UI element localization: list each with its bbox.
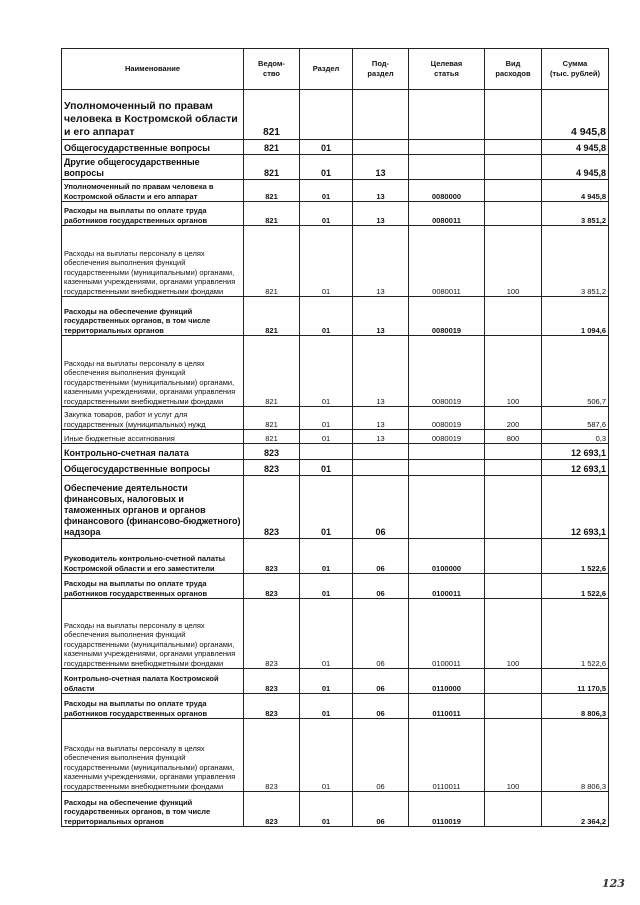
row-sum-cell: 3 851,2 [542,202,609,226]
row-razdel-cell: 01 [300,669,353,694]
row-podrazdel-cell: 13 [353,336,409,407]
table-row [62,155,609,180]
row-razdel-cell: 01 [300,297,353,336]
row-target-cell: 0080019 [409,297,485,336]
row-sum-cell: 1 522,6 [542,574,609,599]
row-vid-cell [485,476,542,539]
row-razdel-cell: 01 [300,430,353,444]
row-sum-cell: 1 522,6 [542,539,609,574]
table-row [62,792,609,827]
row-target-cell: 0080019 [409,336,485,407]
row-podrazdel-cell: 06 [353,792,409,827]
row-podrazdel-cell [353,444,409,460]
row-podrazdel-cell: 13 [353,407,409,430]
table-row [62,476,609,539]
page-number: 123 [602,877,625,890]
row-name-cell: Расходы на выплаты персоналу в целях обеспечения выполнения функций государственными (муниципальными) органами, казенными учреждениями, органами управления государственными внебюджетными фондами [62,336,244,407]
row-name-cell: Расходы на выплаты по оплате труда работников государственных органов [62,202,244,226]
table-row [62,430,609,444]
row-vid-cell [485,202,542,226]
row-vedom-cell: 823 [244,669,300,694]
row-podrazdel-cell [353,460,409,476]
row-vedom-cell: 823 [244,694,300,719]
row-target-cell [409,444,485,460]
row-target-cell [409,140,485,155]
row-target-cell: 0080011 [409,202,485,226]
row-vid-cell: 800 [485,430,542,444]
row-podrazdel-cell: 06 [353,476,409,539]
table-row [62,336,609,407]
row-vedom-cell: 821 [244,202,300,226]
row-vedom-cell: 821 [244,407,300,430]
row-name-cell: Другие общегосударственные вопросы [62,155,244,180]
row-podrazdel-cell [353,90,409,140]
table-row [62,574,609,599]
row-target-cell: 0100011 [409,574,485,599]
header-vedom: Ведом- ство [244,49,300,90]
row-podrazdel-cell: 06 [353,694,409,719]
row-sum-cell: 4 945,8 [542,140,609,155]
row-sum-cell: 2 364,2 [542,792,609,827]
table-row [62,694,609,719]
table-row [62,599,609,669]
row-name-cell: Расходы на выплаты персоналу в целях обеспечения выполнения функций государственными (муниципальными) органами, казенными учреждениями, органами управления государственными внебюджетными фондами [62,719,244,792]
row-razdel-cell: 01 [300,202,353,226]
row-name-cell: Расходы на обеспечение функций государственных органов, в том числе территориальных органов [62,297,244,336]
row-sum-cell: 4 945,8 [542,155,609,180]
row-target-cell [409,460,485,476]
row-target-cell: 0110000 [409,669,485,694]
table-body [62,90,609,827]
row-razdel-cell: 01 [300,336,353,407]
row-vid-cell [485,444,542,460]
row-razdel-cell: 01 [300,140,353,155]
row-vedom-cell: 823 [244,460,300,476]
row-vedom-cell: 823 [244,444,300,460]
row-vid-cell [485,694,542,719]
row-vedom-cell: 821 [244,297,300,336]
row-name-cell: Расходы на выплаты персоналу в целях обеспечения выполнения функций государственными (муниципальными) органами, казенными учреждениями, органами управления государственными внебюджетными фондами [62,226,244,297]
row-vedom-cell: 823 [244,792,300,827]
row-razdel-cell: 01 [300,476,353,539]
row-vid-cell [485,140,542,155]
row-vid-cell [485,180,542,202]
row-razdel-cell: 01 [300,574,353,599]
row-podrazdel-cell: 13 [353,155,409,180]
budget-table [61,48,609,827]
table-row [62,140,609,155]
row-sum-cell: 3 851,2 [542,226,609,297]
row-vedom-cell: 821 [244,155,300,180]
header-name: Наименование [62,49,244,90]
row-sum-cell: 11 170,5 [542,669,609,694]
row-vedom-cell: 821 [244,430,300,444]
row-name-cell: Уполномоченный по правам человека в Костромской области и его аппарат [62,180,244,202]
row-razdel-cell: 01 [300,155,353,180]
table-row [62,669,609,694]
row-name-cell: Контрольно-счетная палата Костромской области [62,669,244,694]
row-vid-cell [485,297,542,336]
row-podrazdel-cell: 06 [353,574,409,599]
table-row [62,719,609,792]
table-row [62,180,609,202]
table-row [62,297,609,336]
row-vedom-cell: 823 [244,539,300,574]
row-razdel-cell: 01 [300,407,353,430]
row-vedom-cell: 821 [244,140,300,155]
row-vedom-cell: 821 [244,180,300,202]
row-vid-cell: 100 [485,719,542,792]
row-vid-cell [485,90,542,140]
row-vedom-cell: 821 [244,226,300,297]
row-name-cell: Руководитель контрольно-счетной палаты Костромской области и его заместители [62,539,244,574]
row-sum-cell: 0,3 [542,430,609,444]
row-razdel-cell: 01 [300,539,353,574]
row-sum-cell: 4 945,8 [542,90,609,140]
row-sum-cell: 587,6 [542,407,609,430]
row-razdel-cell: 01 [300,460,353,476]
row-razdel-cell [300,444,353,460]
row-sum-cell: 4 945,8 [542,180,609,202]
table-row [62,407,609,430]
row-target-cell [409,476,485,539]
table-row [62,539,609,574]
row-vid-cell [485,460,542,476]
row-razdel-cell: 01 [300,599,353,669]
row-podrazdel-cell: 13 [353,180,409,202]
row-podrazdel-cell: 06 [353,539,409,574]
row-name-cell: Уполномоченный по правам человека в Костромской области и его аппарат [62,90,244,140]
row-sum-cell: 12 693,1 [542,460,609,476]
table-header-row [62,49,609,90]
row-razdel-cell: 01 [300,792,353,827]
row-name-cell: Обеспечение деятельности финансовых, налоговых и таможенных органов и органов финансового (финансово-бюджетного) надзора [62,476,244,539]
row-name-cell: Общегосударственные вопросы [62,140,244,155]
header-vid: Вид расходов [485,49,542,90]
row-vedom-cell: 821 [244,90,300,140]
row-razdel-cell [300,90,353,140]
row-razdel-cell: 01 [300,226,353,297]
row-target-cell [409,90,485,140]
header-podrazdel: Под- раздел [353,49,409,90]
row-name-cell: Контрольно-счетная палата [62,444,244,460]
row-vid-cell: 100 [485,599,542,669]
row-sum-cell: 506,7 [542,336,609,407]
row-target-cell: 0080019 [409,430,485,444]
row-target-cell: 0100011 [409,599,485,669]
row-name-cell: Общегосударственные вопросы [62,460,244,476]
row-vid-cell [485,155,542,180]
row-razdel-cell: 01 [300,180,353,202]
row-sum-cell: 8 806,3 [542,719,609,792]
row-razdel-cell: 01 [300,719,353,792]
row-vedom-cell: 823 [244,599,300,669]
table-row [62,444,609,460]
row-target-cell [409,155,485,180]
header-sum: Сумма (тыс. рублей) [542,49,609,90]
row-razdel-cell: 01 [300,694,353,719]
row-target-cell: 0080019 [409,407,485,430]
row-target-cell: 0110019 [409,792,485,827]
header-target: Целевая статья [409,49,485,90]
table-row [62,226,609,297]
row-vid-cell [485,539,542,574]
row-podrazdel-cell: 06 [353,719,409,792]
row-name-cell: Расходы на обеспечение функций государственных органов, в том числе территориальных органов [62,792,244,827]
row-podrazdel-cell: 13 [353,226,409,297]
row-vid-cell: 100 [485,336,542,407]
row-sum-cell: 12 693,1 [542,444,609,460]
row-target-cell: 0110011 [409,719,485,792]
row-sum-cell: 1 094,6 [542,297,609,336]
row-name-cell: Расходы на выплаты персоналу в целях обеспечения выполнения функций государственными (муниципальными) органами, казенными учреждениями, органами управления государственными внебюджетными фондами [62,599,244,669]
row-vedom-cell: 821 [244,336,300,407]
row-podrazdel-cell: 13 [353,202,409,226]
row-target-cell: 0080000 [409,180,485,202]
row-vedom-cell: 823 [244,574,300,599]
row-name-cell: Закупка товаров, работ и услуг для государственных (муниципальных) нужд [62,407,244,430]
row-target-cell: 0080011 [409,226,485,297]
row-vid-cell [485,792,542,827]
table-row [62,90,609,140]
row-podrazdel-cell [353,140,409,155]
row-podrazdel-cell: 13 [353,297,409,336]
header-razdel: Раздел [300,49,353,90]
row-name-cell: Иные бюджетные ассигнования [62,430,244,444]
row-name-cell: Расходы на выплаты по оплате труда работников государственных органов [62,574,244,599]
table-row [62,202,609,226]
row-vedom-cell: 823 [244,476,300,539]
row-podrazdel-cell: 13 [353,430,409,444]
row-target-cell: 0110011 [409,694,485,719]
row-vid-cell: 100 [485,226,542,297]
table-row [62,460,609,476]
row-target-cell: 0100000 [409,539,485,574]
row-podrazdel-cell: 06 [353,599,409,669]
row-sum-cell: 1 522,6 [542,599,609,669]
row-name-cell: Расходы на выплаты по оплате труда работников государственных органов [62,694,244,719]
row-sum-cell: 8 806,3 [542,694,609,719]
row-vedom-cell: 823 [244,719,300,792]
row-vid-cell [485,669,542,694]
row-vid-cell [485,574,542,599]
row-vid-cell: 200 [485,407,542,430]
row-sum-cell: 12 693,1 [542,476,609,539]
row-podrazdel-cell: 06 [353,669,409,694]
